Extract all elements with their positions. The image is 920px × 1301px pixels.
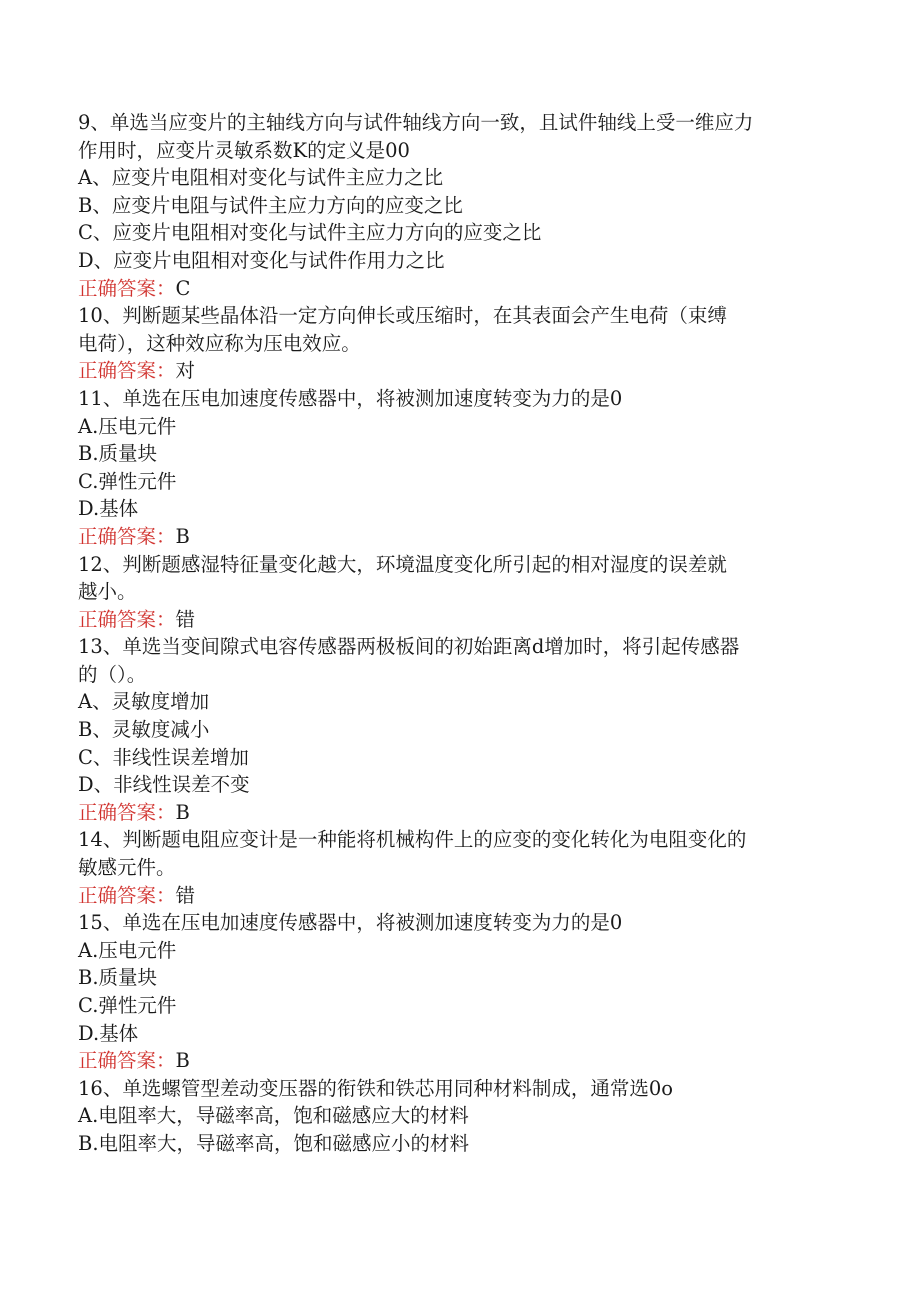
question-block [78, 826, 858, 909]
correct-answer [78, 1047, 858, 1075]
answer-option: A.压电元件 [78, 938, 177, 962]
question-block [78, 551, 858, 634]
question-block [78, 385, 858, 551]
question-text: 10、判断题某些晶体沿一定方向伸长或压缩时，在其表面会产生电荷（束缚 [78, 304, 727, 328]
correct-answer [78, 799, 858, 827]
answer-option: C.弹性元件 [78, 469, 177, 493]
answer-option: B、灵敏度减小 [78, 718, 210, 742]
answer-option: D.基体 [78, 497, 139, 521]
answer-option: B、应变片电阻与试件主应力方向的应变之比 [78, 193, 463, 217]
answer-option: A、灵敏度增加 [78, 690, 210, 714]
correct-answer [78, 606, 858, 634]
question-block [78, 302, 858, 385]
correct-answer [78, 882, 858, 910]
answer-option: A.压电元件 [78, 414, 177, 438]
question-text: 越小。 [78, 580, 137, 604]
answer-option: A、应变片电阻相对变化与试件主应力之比 [78, 166, 444, 190]
answer-option: C.弹性元件 [78, 994, 177, 1017]
correct-answer-value: B [175, 524, 190, 548]
question-text: 13、单选当变间隙式电容传感器两极板间的初始距离d增加时，将引起传感器 [78, 635, 740, 659]
answer-option: B.质量块 [78, 966, 158, 990]
question-block [78, 909, 858, 1075]
question-text: 14、判断题电阻应变计是一种能将机械构件上的应变的变化转化为电阻变化的 [78, 828, 747, 852]
question-text: 电荷），这种效应称为压电效应。 [78, 331, 361, 355]
question-text: 15、单选在压电加速度传感器中，将被测加速度转变为力的是0 [78, 911, 623, 935]
correct-answer-value: C [175, 276, 191, 300]
correct-answer-label: 正确答案： [78, 1049, 176, 1073]
correct-answer-label: 正确答案： [78, 359, 176, 383]
answer-option: B.质量块 [78, 442, 158, 466]
correct-answer-value: 错 [175, 607, 196, 631]
correct-answer-label: 正确答案： [78, 524, 176, 548]
correct-answer-label: 正确答案： [78, 883, 176, 907]
question-text: 16、单选螺管型差动变压器的衔铁和铁芯用同种材料制成，通常选0o [78, 1076, 673, 1100]
correct-answer [78, 523, 858, 551]
correct-answer-label: 正确答案： [78, 276, 176, 300]
answer-option: A.电阻率大，导磁率高，饱和磁感应大的材料 [78, 1104, 469, 1128]
answer-option: D、非线性误差不变 [78, 773, 250, 797]
correct-answer [78, 275, 858, 303]
document-page [78, 109, 858, 1158]
correct-answer-value: B [175, 1049, 190, 1073]
correct-answer-value: B [175, 800, 190, 824]
answer-option: D、应变片电阻相对变化与试件作用力之比 [78, 248, 445, 272]
question-text: 敏感元件。 [78, 856, 176, 880]
question-text: 11、单选在压电加速度传感器中，将被测加速度转变为力的是0 [78, 386, 623, 410]
correct-answer-value: 对 [175, 359, 196, 383]
question-text: 9、单选当应变片的主轴线方向与试件轴线方向一致，且试件轴线上受一维应力 [78, 111, 754, 134]
question-text: 12、判断题感湿特征量变化越大，环境温度变化所引起的相对湿度的误差就 [78, 552, 727, 576]
correct-answer-label: 正确答案： [78, 607, 176, 631]
question-block [78, 633, 858, 826]
answer-option: D.基体 [78, 1021, 139, 1045]
correct-answer-label: 正确答案： [78, 800, 176, 824]
correct-answer [78, 357, 858, 385]
question-block [78, 1075, 858, 1158]
question-block [78, 109, 858, 302]
correct-answer-value: 错 [175, 883, 196, 907]
answer-option: C、应变片电阻相对变化与试件主应力方向的应变之比 [78, 221, 542, 245]
question-text: 的（）。 [78, 662, 147, 686]
answer-option: B.电阻率大，导磁率高，饱和磁感应小的材料 [78, 1131, 470, 1155]
question-text: 作用时，应变片灵敏系数K的定义是00 [78, 138, 410, 162]
answer-option: C、非线性误差增加 [78, 745, 249, 769]
